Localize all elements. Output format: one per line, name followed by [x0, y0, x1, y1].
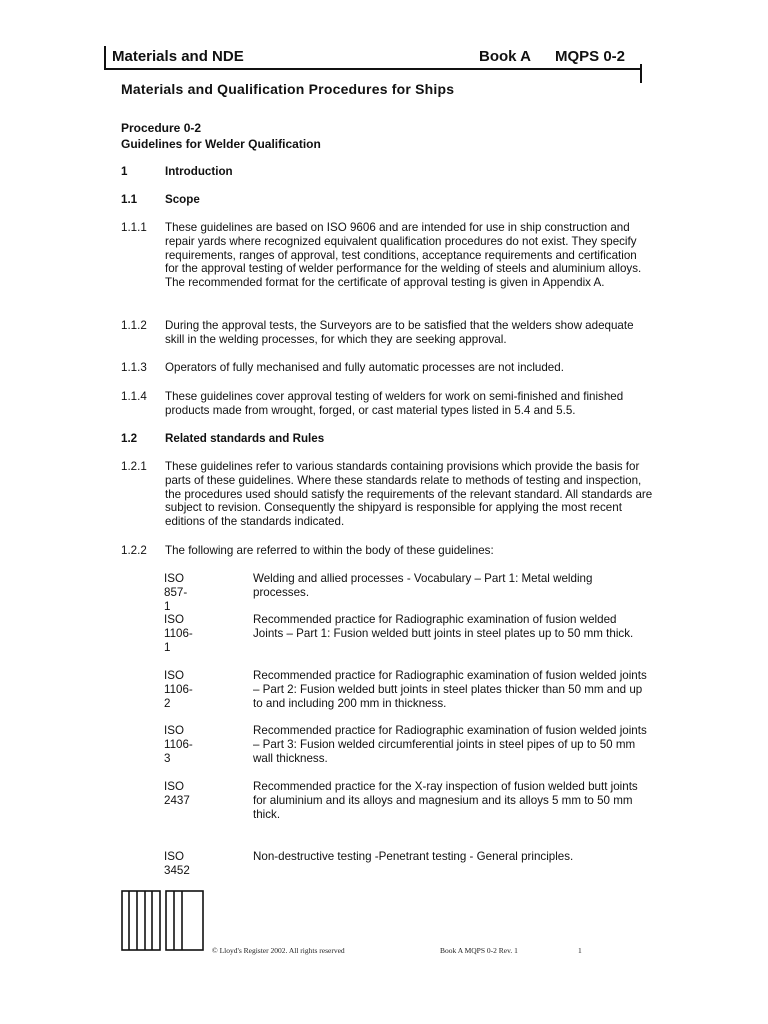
reference-code: ISO 2437	[164, 780, 190, 807]
procedure-heading	[121, 120, 321, 152]
section-number: 1.1.1	[121, 221, 147, 234]
section-number: 1.1.2	[121, 319, 147, 332]
reference-description: Recommended practice for Radiographic examination of fusion welded joints – Part 3: Fusion welded circumferential joints in steel pipes of up to 50 mm wall thickness.	[253, 724, 647, 765]
footer-document-reference: Book A MQPS 0-2 Rev. 1	[440, 946, 518, 955]
header-section-title: Materials and NDE	[112, 48, 244, 65]
document-title: Materials and Qualification Procedures for Ships	[121, 81, 455, 97]
footer-copyright: © Lloyd's Register 2002. All rights reserved	[212, 946, 345, 955]
header-code: MQPS 0-2	[555, 48, 626, 65]
section-number: 1.1.4	[121, 390, 147, 403]
section-paragraph: During the approval tests, the Surveyors are to be satisfied that the welders show adequate skill in the welding processes, for which they are seeking approval.	[165, 319, 634, 346]
header-book: Book A	[479, 48, 531, 65]
lloyds-register-logo	[121, 890, 205, 952]
header-rule-tick	[640, 64, 642, 83]
reference-description: Non-destructive testing -Penetrant testing - General principles.	[253, 850, 574, 863]
section-heading: Introduction	[165, 165, 233, 178]
reference-description: Recommended practice for the X-ray inspection of fusion welded butt joints for aluminium and its alloys and magnesium and its alloys 5 mm to 50 mm thick.	[253, 780, 638, 821]
reference-code: ISO 3452	[164, 850, 190, 877]
section-number: 1.1.3	[121, 361, 147, 374]
reference-code: ISO 857-1	[164, 572, 188, 613]
page-header	[104, 46, 642, 70]
section-paragraph: These guidelines cover approval testing of welders for work on semi-finished and finished products made from wrought, forged, or cast material types listed in 5.4 and 5.5.	[165, 390, 624, 417]
section-number: 1.1	[121, 193, 138, 206]
section-number: 1.2.1	[121, 460, 147, 473]
section-number: 1.2.2	[121, 544, 147, 557]
footer-page-number: 1	[578, 946, 582, 955]
section-heading: Related standards and Rules	[165, 432, 325, 445]
reference-description: Recommended practice for Radiographic examination of fusion welded Joints – Part 1: Fusion welded butt joints in steel plates up to 50 mm thick.	[253, 613, 634, 640]
reference-code: ISO 1106-1	[164, 613, 193, 654]
section-paragraph: These guidelines refer to various standards containing provisions which provide the basis for parts of these guidelines. Where these standards relate to methods of testing and inspection, the procedures used should satisfy the requirements of the relevant standard. All standards are subject to revision. Consequently the shipyard is responsible for applying the most recent editions of the standards indicated.	[165, 460, 653, 529]
section-heading: Scope	[165, 193, 200, 206]
procedure-number: Procedure 0-2	[121, 121, 202, 135]
reference-code: ISO 1106-2	[164, 669, 193, 710]
procedure-title: Guidelines for Welder Qualification	[121, 137, 321, 151]
reference-description: Recommended practice for Radiographic examination of fusion welded joints – Part 2: Fusion welded butt joints in steel plates thicker than 50 mm and up to and including 200 mm in thickness.	[253, 669, 647, 710]
section-paragraph: These guidelines are based on ISO 9606 and are intended for use in ship construction and repair yards where recognized equivalent qualification procedures do not exist. They specify requirements, ranges of approval, test conditions, acceptance requirements and certification for the approval testing of welder performance for the welding of steels and aluminium alloys. The recommended format for the certificate of approval testing is given in Appendix A.	[165, 221, 642, 290]
section-paragraph: The following are referred to within the body of these guidelines:	[165, 544, 494, 557]
section-number: 1	[121, 165, 128, 178]
section-paragraph: Operators of fully mechanised and fully automatic processes are not included.	[165, 361, 564, 374]
reference-code: ISO 1106-3	[164, 724, 193, 765]
reference-description: Welding and allied processes - Vocabulary – Part 1: Metal welding processes.	[253, 572, 593, 599]
section-number: 1.2	[121, 432, 138, 445]
